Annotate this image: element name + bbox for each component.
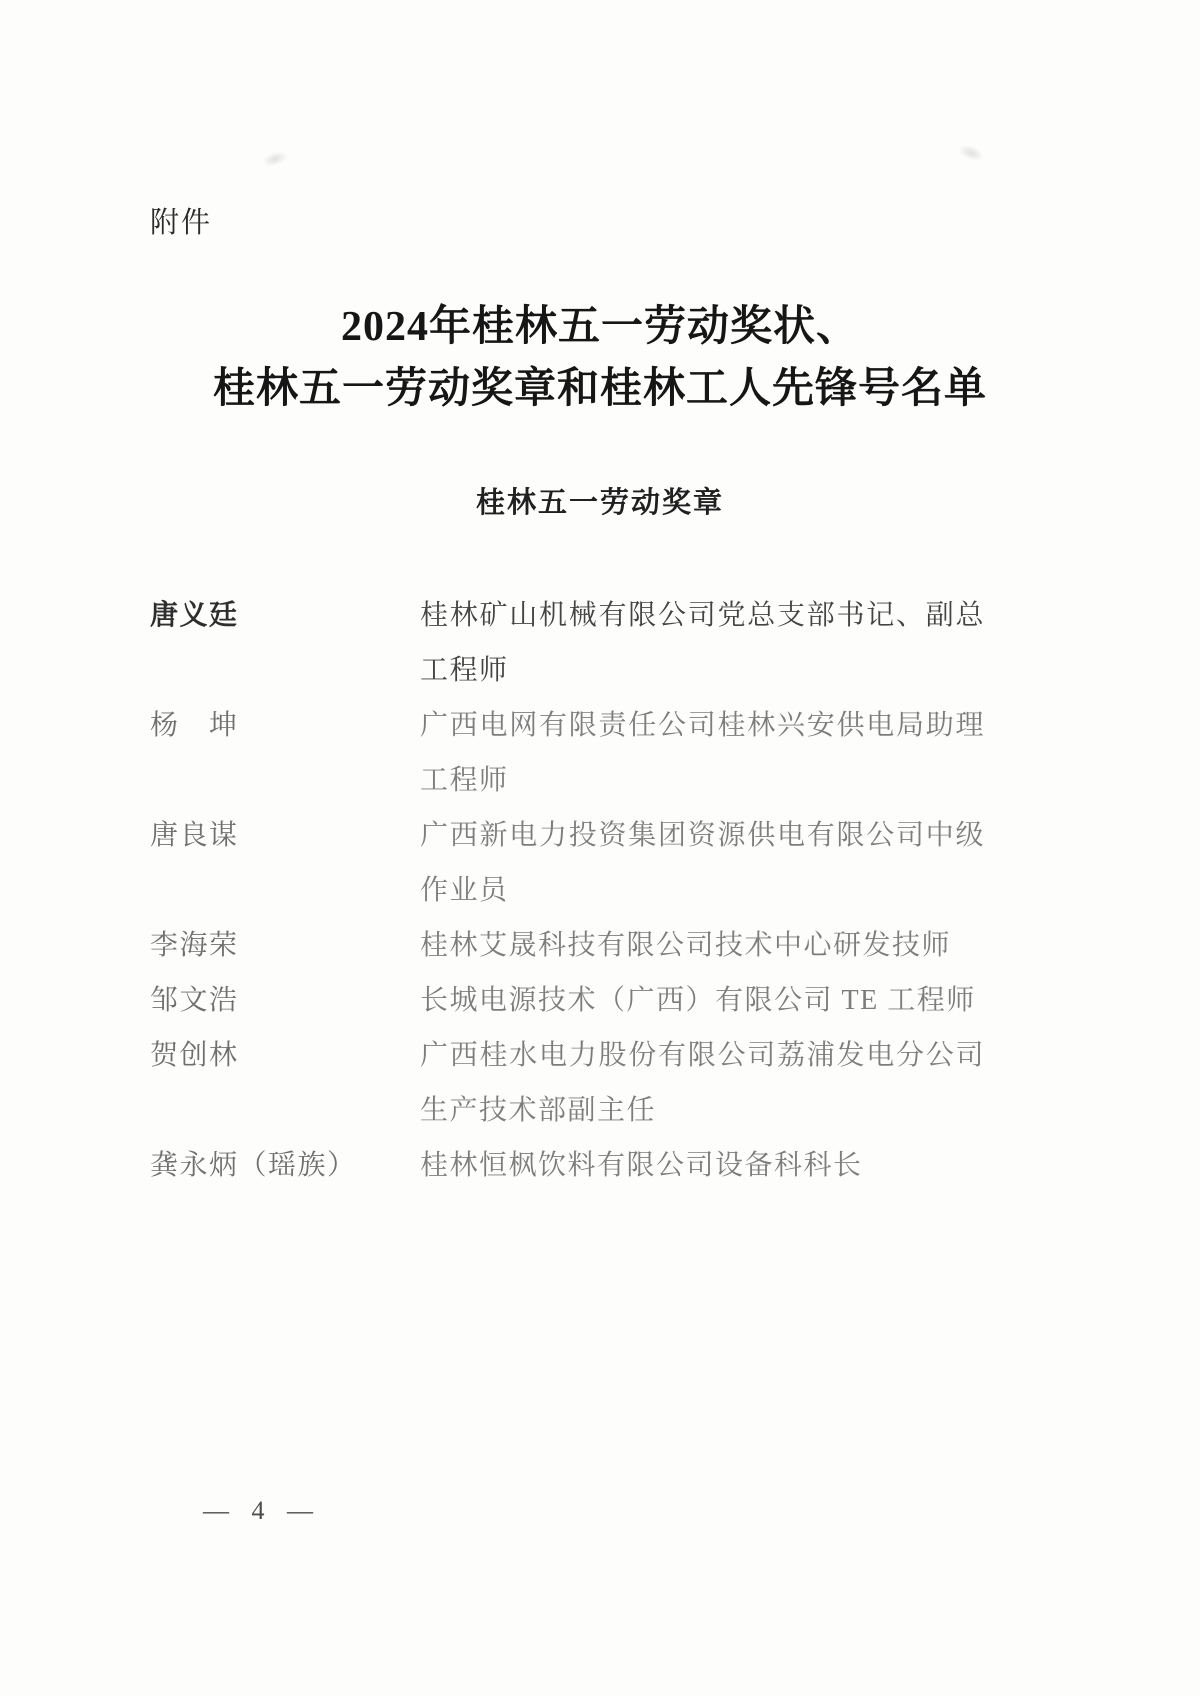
awardee-position: 长城电源技术（广西）有限公司 TE 工程师 — [420, 985, 976, 1016]
awardee-row — [150, 1028, 1010, 1138]
awardee-list — [150, 588, 1010, 1193]
awardee-row — [150, 808, 1010, 918]
awardee-name: 唐良谋 — [150, 820, 239, 851]
awardee-name: 邹文浩 — [150, 985, 239, 1016]
section-heading: 桂林五一劳动奖章 — [475, 487, 724, 519]
awardee-position: 桂林艾晟科技有限公司技术中心研发技师 — [420, 930, 952, 961]
awardee-row — [150, 588, 1010, 698]
awardee-name: 李海荣 — [150, 930, 239, 961]
awardee-row — [150, 698, 1010, 808]
awardee-name: 龚永炳（瑶族） — [150, 1150, 357, 1181]
scan-artifact-left — [260, 148, 289, 169]
awardee-position: 广西桂水电力股份有限公司荔浦发电分公司生产技术部副主任 — [420, 1040, 985, 1126]
page-number: — 4 — — [203, 1496, 321, 1525]
scan-artifact-right — [956, 142, 985, 164]
awardee-name: 唐义廷 — [150, 600, 239, 631]
awardee-row — [150, 973, 1010, 1028]
awardee-position: 桂林矿山机械有限公司党总支部书记、副总工程师 — [420, 600, 985, 686]
awardee-position: 广西新电力投资集团资源供电有限公司中级作业员 — [420, 820, 985, 906]
title-line-1: 2024年桂林五一劳动奖状、 — [340, 304, 859, 350]
awardee-position: 桂林恒枫饮料有限公司设备科科长 — [420, 1150, 863, 1181]
awardee-row — [150, 918, 1010, 973]
awardee-name: 杨 坤 — [150, 710, 239, 741]
awardee-name: 贺创林 — [150, 1040, 239, 1071]
attachment-label: 附件 — [150, 207, 213, 239]
awardee-position: 广西电网有限责任公司桂林兴安供电局助理工程师 — [420, 710, 985, 796]
document-title — [0, 296, 1200, 420]
title-line-2: 桂林五一劳动奖章和桂林工人先锋号名单 — [212, 366, 987, 412]
awardee-row — [150, 1138, 1010, 1193]
